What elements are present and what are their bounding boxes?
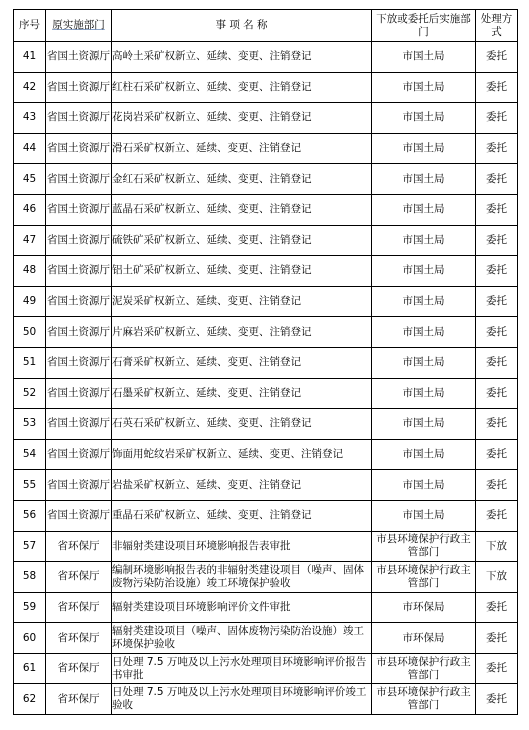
row-number: 58 <box>14 562 46 593</box>
row-new-dept: 市国土局 <box>372 409 476 440</box>
row-mode: 委托 <box>476 286 518 317</box>
row-new-dept: 市国土局 <box>372 286 476 317</box>
row-item-name: 红柱石采矿权新立、延续、变更、注销登记 <box>112 72 372 103</box>
row-new-dept: 市国土局 <box>372 225 476 256</box>
row-original-dept: 省国土资源厅 <box>46 317 112 348</box>
table-row <box>14 72 518 103</box>
row-original-dept: 省国土资源厅 <box>46 347 112 378</box>
row-number: 55 <box>14 470 46 501</box>
row-new-dept: 市国土局 <box>372 103 476 134</box>
row-number: 61 <box>14 653 46 684</box>
row-item-name: 岩盐采矿权新立、延续、变更、注销登记 <box>112 470 372 501</box>
row-mode: 下放 <box>476 531 518 562</box>
row-original-dept: 省国土资源厅 <box>46 286 112 317</box>
table-row <box>14 592 518 623</box>
row-new-dept: 市国土局 <box>372 133 476 164</box>
row-item-name: 日处理 7.5 万吨及以上污水处理项目环境影响评价竣工验收 <box>112 684 372 715</box>
table-row <box>14 470 518 501</box>
row-mode: 委托 <box>476 409 518 440</box>
row-item-name: 石墨采矿权新立、延续、变更、注销登记 <box>112 378 372 409</box>
row-number: 57 <box>14 531 46 562</box>
row-item-name: 蓝晶石采矿权新立、延续、变更、注销登记 <box>112 194 372 225</box>
row-new-dept: 市国土局 <box>372 347 476 378</box>
row-number: 56 <box>14 500 46 531</box>
row-mode: 委托 <box>476 194 518 225</box>
table-row <box>14 684 518 715</box>
table-row <box>14 653 518 684</box>
row-item-name: 饰面用蛇纹岩采矿权新立、延续、变更、注销登记 <box>112 439 372 470</box>
row-number: 45 <box>14 164 46 195</box>
row-new-dept: 市国土局 <box>372 378 476 409</box>
table-row <box>14 317 518 348</box>
row-number: 51 <box>14 347 46 378</box>
row-item-name: 泥炭采矿权新立、延续、变更、注销登记 <box>112 286 372 317</box>
row-item-name: 辐射类建设项目环境影响评价文件审批 <box>112 592 372 623</box>
row-new-dept: 市县环境保护行政主管部门 <box>372 653 476 684</box>
row-item-name: 高岭土采矿权新立、延续、变更、注销登记 <box>112 42 372 73</box>
table-row <box>14 623 518 654</box>
row-mode: 委托 <box>476 592 518 623</box>
row-new-dept: 市县环境保护行政主管部门 <box>372 531 476 562</box>
table-row <box>14 378 518 409</box>
header-no: 序号 <box>14 10 46 42</box>
row-mode: 委托 <box>476 347 518 378</box>
table-row <box>14 42 518 73</box>
table-row <box>14 103 518 134</box>
row-new-dept: 市县环境保护行政主管部门 <box>372 562 476 593</box>
row-original-dept: 省环保厅 <box>46 562 112 593</box>
row-item-name: 非辐射类建设项目环境影响报告表审批 <box>112 531 372 562</box>
row-number: 43 <box>14 103 46 134</box>
row-mode: 委托 <box>476 42 518 73</box>
row-item-name: 日处理 7.5 万吨及以上污水处理项目环境影响评价报告书审批 <box>112 653 372 684</box>
row-original-dept: 省环保厅 <box>46 623 112 654</box>
row-item-name: 硫铁矿采矿权新立、延续、变更、注销登记 <box>112 225 372 256</box>
table-row <box>14 286 518 317</box>
row-mode: 委托 <box>476 164 518 195</box>
row-new-dept: 市环保局 <box>372 623 476 654</box>
row-original-dept: 省国土资源厅 <box>46 378 112 409</box>
table-row <box>14 225 518 256</box>
row-number: 47 <box>14 225 46 256</box>
row-original-dept: 省国土资源厅 <box>46 256 112 287</box>
table-row <box>14 439 518 470</box>
row-original-dept: 省国土资源厅 <box>46 164 112 195</box>
table-row <box>14 133 518 164</box>
row-number: 62 <box>14 684 46 715</box>
row-new-dept: 市国土局 <box>372 500 476 531</box>
row-mode: 委托 <box>476 378 518 409</box>
row-number: 42 <box>14 72 46 103</box>
row-item-name: 石英石采矿权新立、延续、变更、注销登记 <box>112 409 372 440</box>
row-new-dept: 市国土局 <box>372 256 476 287</box>
row-number: 60 <box>14 623 46 654</box>
row-number: 54 <box>14 439 46 470</box>
row-item-name: 辐射类建设项目（噪声、固体废物污染防治设施）竣工环境保护验收 <box>112 623 372 654</box>
row-number: 41 <box>14 42 46 73</box>
header-row <box>14 10 518 42</box>
row-item-name: 铝土矿采矿权新立、延续、变更、注销登记 <box>112 256 372 287</box>
header-new-dept: 下放或委托后实施部门 <box>372 10 476 42</box>
row-original-dept: 省国土资源厅 <box>46 42 112 73</box>
row-mode: 委托 <box>476 439 518 470</box>
table-row <box>14 256 518 287</box>
row-new-dept: 市国土局 <box>372 439 476 470</box>
row-original-dept: 省环保厅 <box>46 684 112 715</box>
row-original-dept: 省环保厅 <box>46 592 112 623</box>
row-item-name: 金红石采矿权新立、延续、变更、注销登记 <box>112 164 372 195</box>
table-row <box>14 562 518 593</box>
table-row <box>14 531 518 562</box>
row-mode: 委托 <box>476 133 518 164</box>
row-new-dept: 市国土局 <box>372 470 476 501</box>
row-original-dept: 省国土资源厅 <box>46 133 112 164</box>
row-mode: 委托 <box>476 256 518 287</box>
table-row <box>14 347 518 378</box>
row-new-dept: 市国土局 <box>372 194 476 225</box>
row-number: 48 <box>14 256 46 287</box>
row-mode: 委托 <box>476 225 518 256</box>
row-mode: 委托 <box>476 103 518 134</box>
table-row <box>14 500 518 531</box>
row-number: 53 <box>14 409 46 440</box>
row-original-dept: 省国土资源厅 <box>46 103 112 134</box>
row-mode: 委托 <box>476 684 518 715</box>
row-original-dept: 省国土资源厅 <box>46 194 112 225</box>
row-mode: 委托 <box>476 623 518 654</box>
row-number: 50 <box>14 317 46 348</box>
row-mode: 下放 <box>476 562 518 593</box>
row-original-dept: 省环保厅 <box>46 653 112 684</box>
row-original-dept: 省国土资源厅 <box>46 225 112 256</box>
row-item-name: 片麻岩采矿权新立、延续、变更、注销登记 <box>112 317 372 348</box>
row-number: 59 <box>14 592 46 623</box>
row-new-dept: 市国土局 <box>372 164 476 195</box>
header-item-name: 事 项 名 称 <box>112 10 372 42</box>
row-mode: 委托 <box>476 653 518 684</box>
table-row <box>14 164 518 195</box>
row-new-dept: 市国土局 <box>372 72 476 103</box>
row-mode: 委托 <box>476 500 518 531</box>
row-number: 49 <box>14 286 46 317</box>
row-number: 46 <box>14 194 46 225</box>
row-number: 52 <box>14 378 46 409</box>
row-mode: 委托 <box>476 470 518 501</box>
row-item-name: 重晶石采矿权新立、延续、变更、注销登记 <box>112 500 372 531</box>
row-item-name: 编制环境影响报告表的非辐射类建设项目（噪声、固体废物污染防治设施）竣工环境保护验收 <box>112 562 372 593</box>
row-number: 44 <box>14 133 46 164</box>
delegation-table <box>13 9 518 715</box>
header-mode: 处理方式 <box>476 10 518 42</box>
row-new-dept: 市国土局 <box>372 42 476 73</box>
row-item-name: 石膏采矿权新立、延续、变更、注销登记 <box>112 347 372 378</box>
row-original-dept: 省国土资源厅 <box>46 439 112 470</box>
row-new-dept: 市县环境保护行政主管部门 <box>372 684 476 715</box>
row-item-name: 滑石采矿权新立、延续、变更、注销登记 <box>112 133 372 164</box>
row-mode: 委托 <box>476 317 518 348</box>
row-original-dept: 省环保厅 <box>46 531 112 562</box>
row-mode: 委托 <box>476 72 518 103</box>
row-item-name: 花岗岩采矿权新立、延续、变更、注销登记 <box>112 103 372 134</box>
row-original-dept: 省国土资源厅 <box>46 500 112 531</box>
row-original-dept: 省国土资源厅 <box>46 470 112 501</box>
row-new-dept: 市国土局 <box>372 317 476 348</box>
row-original-dept: 省国土资源厅 <box>46 409 112 440</box>
row-original-dept: 省国土资源厅 <box>46 72 112 103</box>
table-row <box>14 409 518 440</box>
row-new-dept: 市环保局 <box>372 592 476 623</box>
header-original-dept: 原实施部门 <box>46 10 112 42</box>
table-row <box>14 194 518 225</box>
